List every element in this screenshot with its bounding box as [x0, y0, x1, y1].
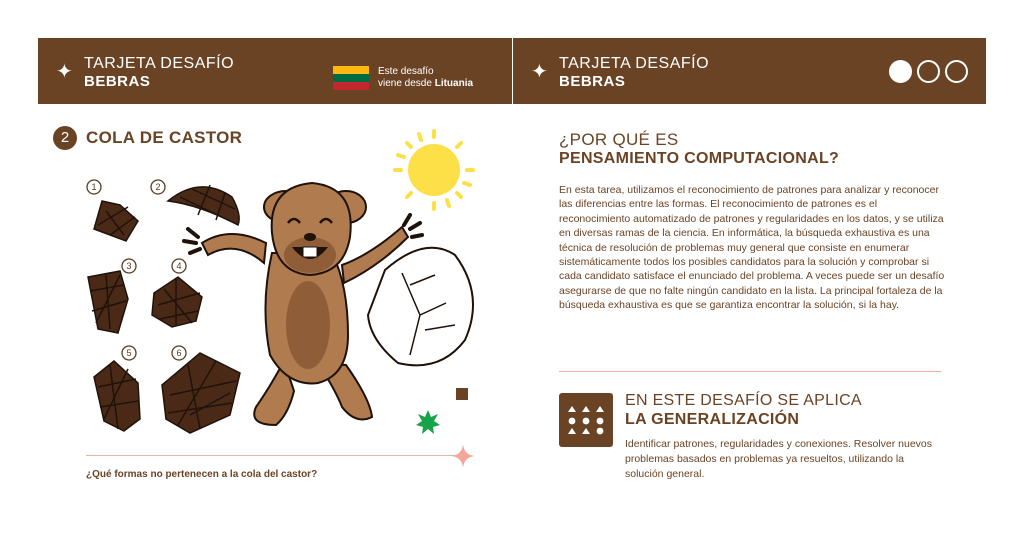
card-title: [559, 55, 709, 91]
piece-label-4: 4: [176, 261, 182, 271]
origin-prefix: viene desde: [378, 78, 435, 89]
tail-piece-4: [152, 277, 202, 327]
divider: [559, 371, 941, 372]
applies-heading-line1: EN ESTE DESAFÍO SE APLICA: [625, 392, 862, 409]
task-illustration: [80, 125, 480, 445]
why-explanation: En esta tarea, utilizamos el reconocimiento de patrones para analizar y reconocer las diferencias entre las formas. El reconocimiento de patrones es el reconocimiento automatizado de patrones y regularidades en los datos, y se utiliza en diversas ramas de la ciencia. En informática, la búsqueda exhaustiva es una técnica de resolución de problemas muy general que consiste en enumerar sistemáticamente todos los posibles candidatos para la solución y comprobar si cada candidato satisface el enunciado del problema. A veces puede ser un desafío asegurarse de que no falte ningún candidato en la lista. La principal fortaleza de la búsqueda exhaustiva es que se garantiza encontrar la solución, si la hay.: [559, 184, 945, 312]
piece-label-2: 2: [155, 182, 161, 192]
square-decoration: [456, 388, 468, 400]
card-title: [84, 55, 234, 91]
piece-label-6: 6: [176, 348, 182, 358]
card-title-line1: TARJETA DESAFÍO: [84, 55, 235, 72]
header-left: [38, 38, 512, 104]
divider: [86, 455, 456, 456]
tail-piece-3: [88, 271, 128, 333]
difficulty-dot-empty: [945, 60, 968, 83]
piece-label-1: 1: [91, 182, 97, 192]
tail-piece-2: [168, 185, 239, 225]
beaver-tail: [368, 248, 473, 366]
task-number-badge: 2: [53, 126, 77, 150]
generalization-icon: [559, 393, 613, 447]
header-right: [513, 38, 986, 104]
origin-text: [378, 66, 473, 90]
why-heading-line2: PENSAMIENTO COMPUTACIONAL?: [559, 150, 840, 167]
tail-piece-5: [94, 361, 140, 431]
lithuania-flag-icon: [333, 66, 369, 90]
task-question: ¿Qué formas no pertenecen a la cola del castor?: [86, 469, 318, 480]
sun-icon: [395, 131, 473, 209]
tail-piece-1: [94, 201, 138, 241]
sparkle-icon: [451, 444, 475, 468]
sparkle-icon: ✦: [531, 61, 548, 83]
origin-line1: Este desafío: [378, 66, 434, 77]
difficulty-indicator: [889, 60, 968, 83]
applies-description: Identificar patrones, regularidades y conexiones. Resolver nuevos problemas basados en problemas ya resueltos, utilizando la solución general.: [625, 438, 933, 480]
applies-heading-line2: LA GENERALIZACIÓN: [625, 411, 800, 428]
piece-label-3: 3: [126, 261, 132, 271]
sparkle-icon: ✦: [56, 61, 73, 83]
card-title-line2: BEBRAS: [84, 73, 151, 90]
task-title: COLA DE CASTOR: [86, 128, 243, 147]
piece-label-5: 5: [126, 348, 132, 358]
why-heading-line1: ¿POR QUÉ ES: [559, 130, 679, 149]
tail-piece-6: [162, 353, 240, 433]
origin-line2: [378, 78, 473, 90]
origin-country: Lituania: [434, 78, 474, 89]
card-title-line1: TARJETA DESAFÍO: [559, 55, 710, 72]
difficulty-dot-filled: [889, 60, 912, 83]
card-title-line2: BEBRAS: [559, 73, 626, 90]
difficulty-dot-empty: [917, 60, 940, 83]
green-star-decoration: [416, 410, 440, 434]
